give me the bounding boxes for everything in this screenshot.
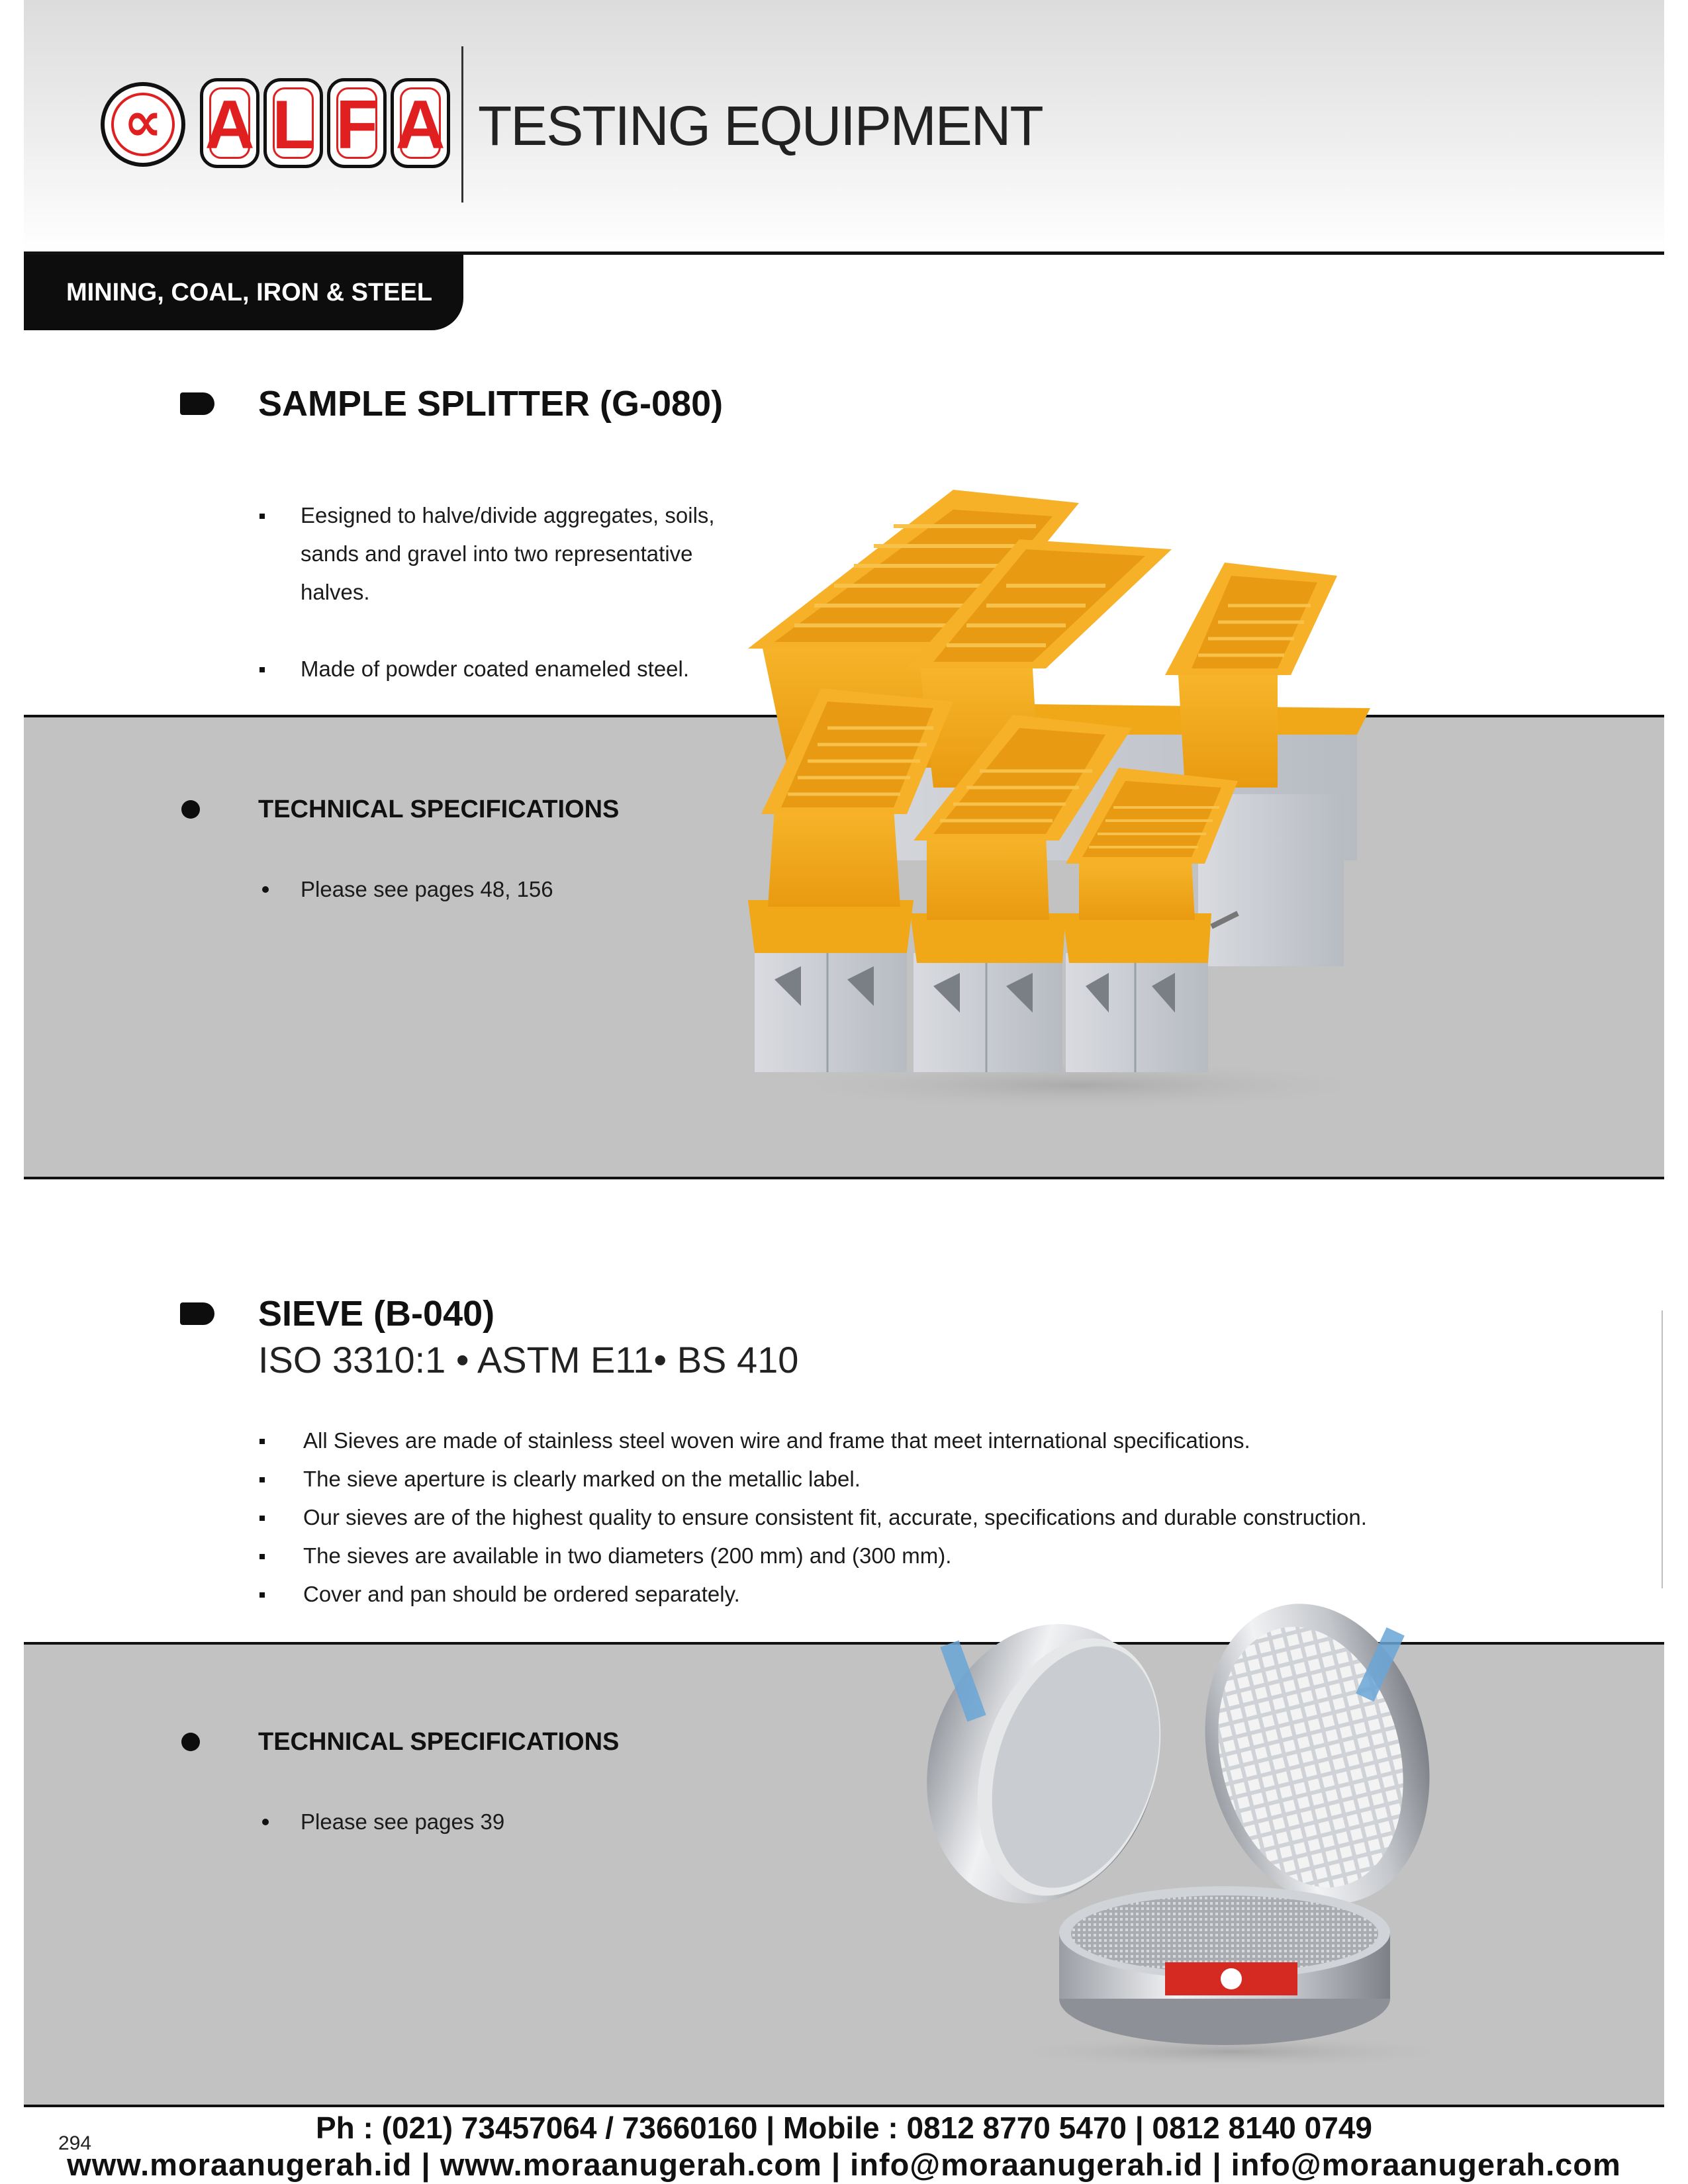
- section-rule: [24, 1177, 1664, 1179]
- bullet-icon: [259, 1516, 265, 1521]
- sieve-standards: ISO 3310:1 • ASTM E11• BS 410: [258, 1339, 799, 1381]
- page-number: 294: [58, 2132, 92, 2154]
- sample-splitter-title: SAMPLE SPLITTER (G-080): [258, 384, 724, 424]
- bullet-icon: [259, 667, 265, 672]
- logo-letter-box: A: [200, 78, 259, 168]
- section-marker-icon: [180, 392, 214, 415]
- feature-item: [303, 1422, 1561, 1460]
- bullet-icon: [262, 1819, 269, 1825]
- sieve-image: [907, 1588, 1569, 2071]
- footer-rule: [24, 2105, 1664, 2107]
- spec-bullet-icon: [181, 1733, 200, 1751]
- feature-text: Cover and pan should be ordered separately.: [303, 1582, 740, 1606]
- feature-text: The sieve aperture is clearly marked on the metallic label.: [303, 1467, 861, 1491]
- feature-item: [303, 1537, 1561, 1575]
- spec-bullet-icon: [181, 800, 200, 819]
- spec-title: TECHNICAL SPECIFICATIONS: [258, 1728, 620, 1756]
- spec-item-text: Please see pages 39: [301, 1809, 505, 1834]
- logo-letter-box: L: [263, 78, 323, 168]
- edge-line: [1662, 1310, 1663, 1588]
- bullet-icon: [259, 1554, 265, 1559]
- header-divider: [461, 46, 463, 203]
- sample-splitter-features: [301, 496, 777, 688]
- feature-text: Eesigned to halve/divide aggregates, soils,: [301, 503, 715, 527]
- category-tab: MINING, COAL, IRON & STEEL: [24, 255, 463, 330]
- feature-text: sands and gravel into two representative: [301, 541, 693, 566]
- alfa-logo: [101, 74, 451, 173]
- header-title: TESTING EQUIPMENT: [478, 95, 1043, 157]
- feature-item: [301, 650, 777, 688]
- logo-letter-box: F: [327, 78, 387, 168]
- sample-splitter-image: [735, 477, 1450, 1112]
- sieve-features: [303, 1422, 1561, 1614]
- bullet-icon: [262, 886, 269, 893]
- feature-text: Made of powder coated enameled steel.: [301, 657, 690, 681]
- bullet-icon: [259, 514, 265, 519]
- feature-item: [301, 496, 777, 612]
- bullet-icon: [259, 1439, 265, 1444]
- feature-text: halves.: [301, 580, 370, 604]
- sieve-title: SIEVE (B-040): [258, 1294, 495, 1334]
- alpha-symbol-icon: ∝: [101, 82, 185, 167]
- feature-text: All Sieves are made of stainless steel woven wire and frame that meet international specifications.: [303, 1428, 1250, 1453]
- feature-item: [303, 1460, 1561, 1498]
- footer-contact-web: www.moraanugerah.id | www.moraanugerah.com | info@moraanugerah.id | info@moraanugerah.com: [67, 2147, 1621, 2182]
- bullet-icon: [259, 1477, 265, 1482]
- feature-text: The sieves are available in two diameters (200 mm) and (300 mm).: [303, 1543, 952, 1568]
- footer-contact-phones: Ph : (021) 73457064 / 73660160 | Mobile : 0812 8770 5470 | 0812 8140 0749: [315, 2111, 1372, 2145]
- section-marker-icon: [180, 1302, 214, 1325]
- spec-item-text: Please see pages 48, 156: [301, 877, 553, 901]
- spec-item: [301, 1807, 504, 1837]
- spec-title: TECHNICAL SPECIFICATIONS: [258, 796, 620, 823]
- logo-letter-box: A: [391, 78, 450, 168]
- feature-text: Our sieves are of the highest quality to ensure consistent fit, accurate, specifications and durable construction.: [303, 1505, 1367, 1529]
- feature-item: [303, 1498, 1561, 1537]
- spec-item: [301, 875, 553, 904]
- bullet-icon: [259, 1592, 265, 1598]
